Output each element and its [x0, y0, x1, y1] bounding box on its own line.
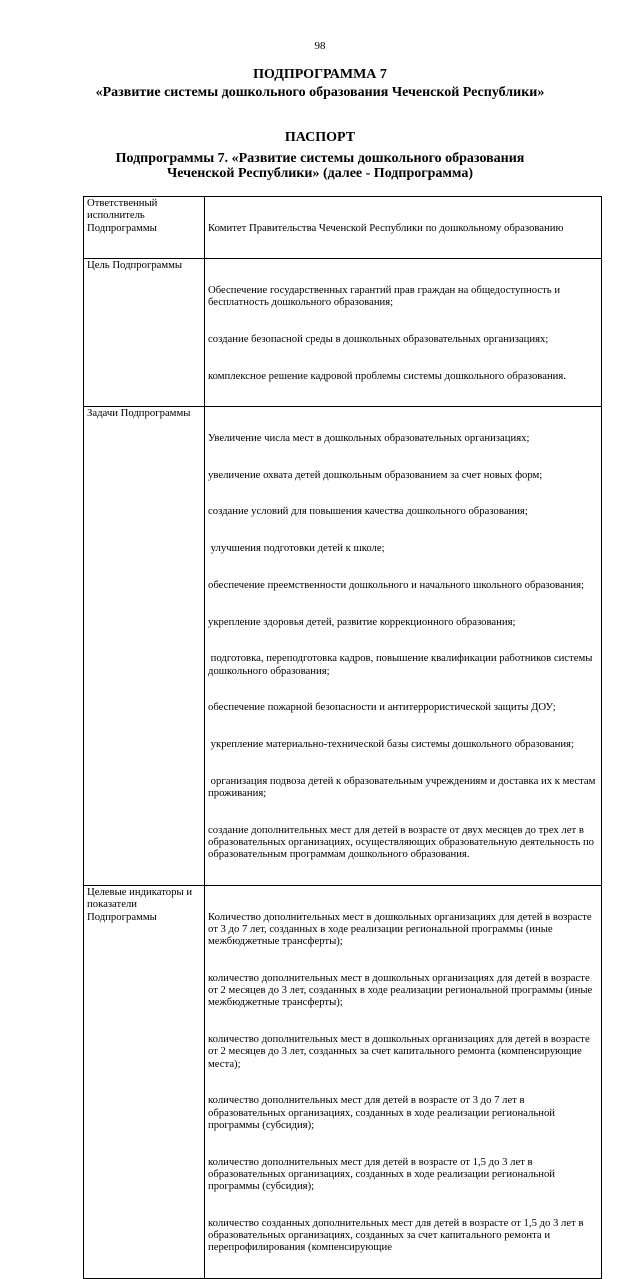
passport-table	[83, 196, 602, 1279]
row-value-line: Увеличение числа мест в дошкольных образовательных организациях;	[208, 431, 530, 444]
row-value	[205, 197, 602, 259]
row-value-line: укрепление здоровья детей, развитие коррекционного образования;	[208, 615, 516, 628]
row-value	[205, 407, 602, 886]
subprogram-name: «Развитие системы дошкольного образования Чеченской Республики»	[95, 85, 545, 100]
passport-subtitle-line-2: Чеченской Республики» (далее - Подпрограмма)	[166, 166, 474, 181]
row-value	[205, 259, 602, 407]
row-value-line: укрепление материально-технической базы системы дошкольного образования;	[208, 738, 574, 750]
row-value-line: комплексное решение кадровой проблемы системы дошкольного образования.	[208, 369, 566, 382]
row-value-line: количество дополнительных мест для детей в возрасте от 3 до 7 лет в образовательных организациях, созданных в ходе реализации региональной программы (субсидия);	[208, 1094, 558, 1131]
subprogram-title: ПОДПРОГРАММА 7	[253, 67, 387, 82]
page-number: 98	[314, 40, 326, 52]
passport-title: ПАСПОРТ	[284, 130, 356, 145]
row-value-line: увеличение охвата детей дошкольным образованием за счет новых форм;	[208, 468, 543, 481]
row-value-line: создание условий для повышения качества дошкольного образования;	[208, 505, 528, 518]
row-value-line: Комитет Правительства Чеченской Республики по дошкольному образованию	[208, 221, 564, 234]
row-value-line: количество дополнительных мест в дошкольных организациях для детей в возрасте от 2 месяцев до 3 лет, созданных в ходе реализации региональной программы (иные межбюджетные трансферты);	[208, 971, 595, 1009]
passport-subtitle-line-1: Подпрограммы 7. «Развитие системы дошкольного образования	[115, 151, 525, 166]
row-value	[205, 886, 602, 1279]
row-value-line: организация подвоза детей к образовательным учреждениям и доставка их к местам проживания;	[208, 774, 599, 799]
table-row	[84, 197, 602, 259]
passport-subtitle	[0, 151, 640, 181]
row-value-line: улучшения подготовки детей к школе;	[208, 542, 385, 554]
row-value-line: создание безопасной среды в дошкольных образовательных организациях;	[208, 332, 549, 345]
row-value-line: обеспечение преемственности дошкольного и начального школьного образования;	[208, 578, 585, 591]
row-value-line: создание дополнительных мест для детей в возрасте от двух месяцев до трех лет в образовательных организациях, осуществляющих образовательную деятельность по образовательным программам дошкольного образования.	[208, 823, 597, 861]
row-value-line: Обеспечение государственных гарантий прав граждан на общедоступность и бесплатность дошкольного образования;	[208, 283, 563, 308]
table-row	[84, 407, 602, 886]
row-label: Ответственный исполнитель Подпрограммы	[84, 197, 205, 259]
row-value-line: количество дополнительных мест в дошкольных организациях для детей в возрасте от 2 месяцев до 3 лет, созданных за счет капитального ремонта (компенсирующие места);	[208, 1033, 593, 1070]
row-value-line: обеспечение пожарной безопасности и антитеррористической защиты ДОУ;	[208, 701, 556, 714]
row-value-line: количество дополнительных мест для детей в возрасте от 1,5 до 3 лет в образовательных организациях, созданных в ходе реализации региональной программы (субсидия);	[208, 1155, 558, 1192]
row-value-line: количество созданных дополнительных мест для детей в возрасте от 1,5 до 3 лет в образовательных организациях, созданных за счет капитального ремонта и перепрофилирования (компенсирующие	[208, 1216, 587, 1254]
table-row	[84, 259, 602, 407]
row-value-line: подготовка, переподготовка кадров, повышение квалификации работников системы дошкольного образования;	[208, 652, 596, 677]
table-row	[84, 886, 602, 1279]
row-label: Цель Подпрограммы	[84, 259, 205, 407]
row-label: Целевые индикаторы и показатели Подпрограммы	[84, 886, 205, 1279]
row-value-line: Количество дополнительных мест в дошкольных организациях для детей в возрасте от 3 до 7 лет, созданных в ходе реализации региональной программы (иные межбюджетные трансферты);	[208, 910, 595, 947]
row-label: Задачи Подпрограммы	[84, 407, 205, 886]
